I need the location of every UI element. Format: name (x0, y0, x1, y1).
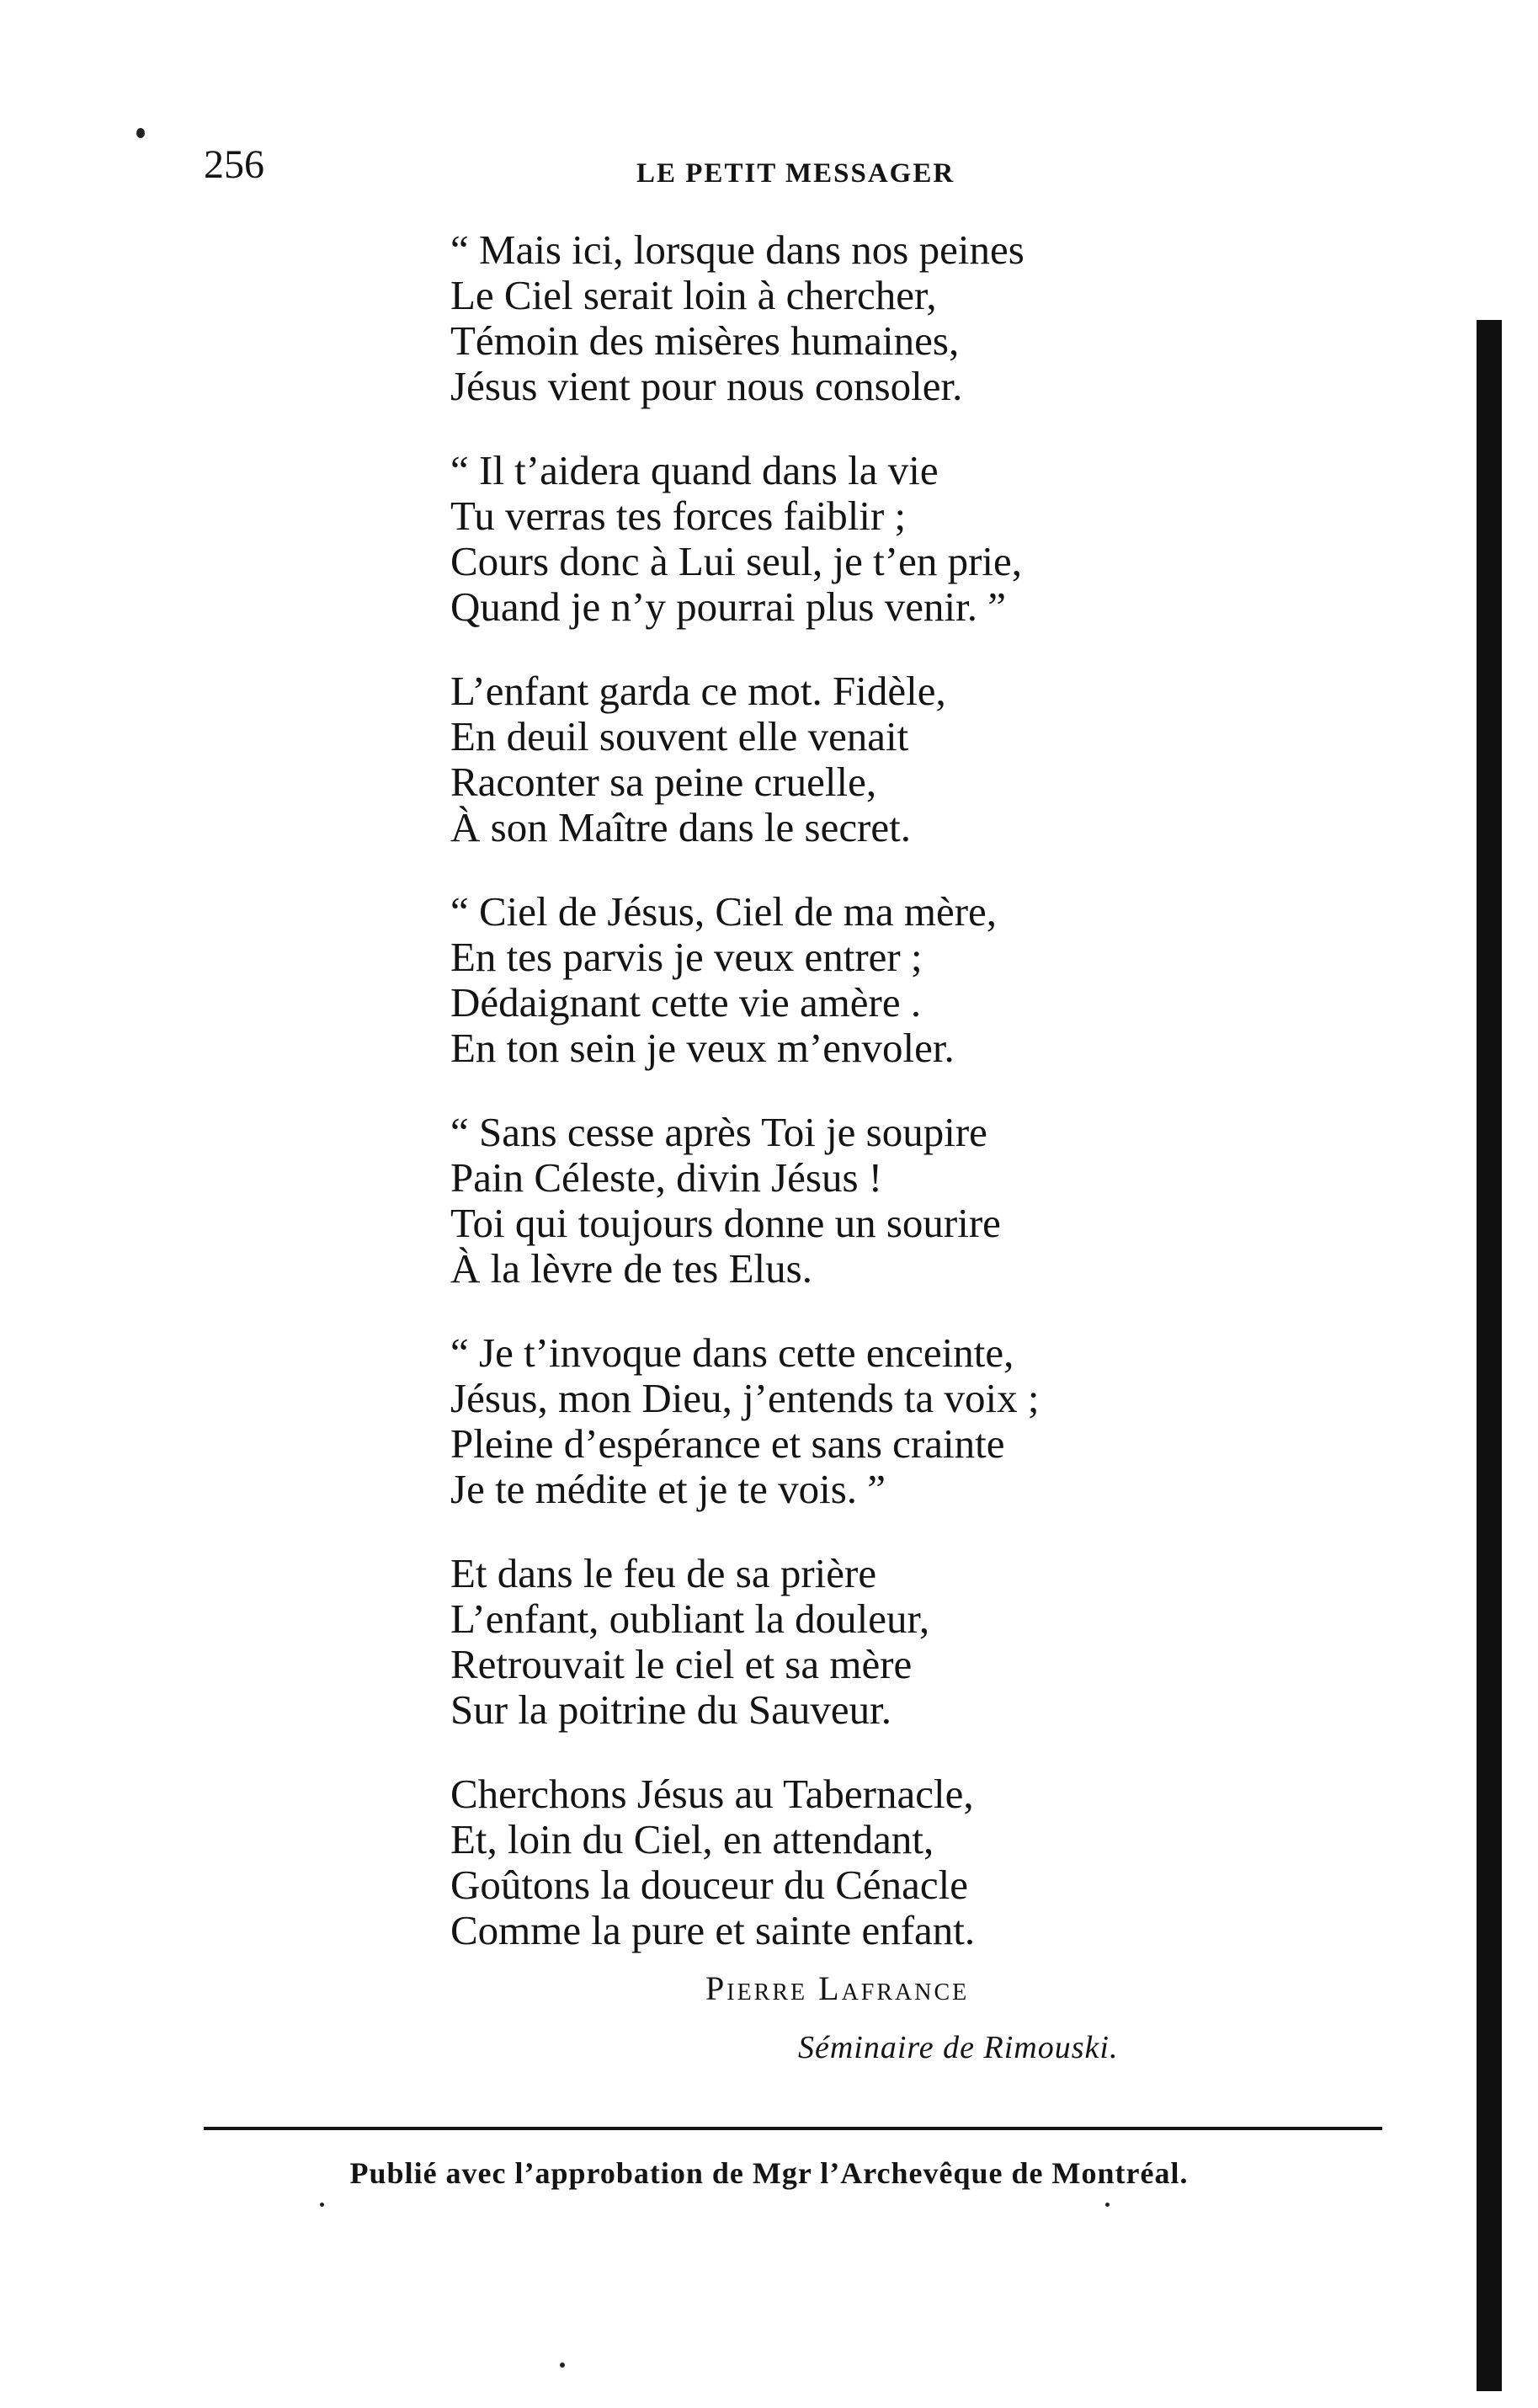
page-number: 256 (204, 142, 264, 187)
poem-line: Pain Céleste, divin Jésus ! (450, 1154, 883, 1201)
poem-line: Jésus vient pour nous consoler. (450, 363, 963, 409)
running-title: LE PETIT MESSAGER (636, 158, 955, 189)
poem-line: En ton sein je veux m’envoler. (450, 1025, 955, 1071)
poem-line: Toi qui toujours donne un sourire (450, 1200, 1001, 1246)
poem-line: Retrouvait le ciel et sa mère (450, 1641, 913, 1687)
poem-line: Sur la poitrine du Sauveur. (450, 1686, 891, 1733)
stanza (450, 1330, 1208, 1512)
stanza (450, 448, 1208, 630)
ink-speck (1105, 2203, 1110, 2207)
poem-line: À son Maître dans le secret. (450, 804, 911, 850)
ink-speck (560, 2363, 565, 2368)
stanza (450, 1551, 1208, 1733)
poem-line: Pleine d’espérance et sans crainte (450, 1420, 1005, 1467)
poem-line: Raconter sa peine cruelle, (450, 759, 877, 805)
poem-line: Tu verras tes forces faiblir ; (450, 493, 907, 539)
poem-line: Jésus, mon Dieu, j’entends ta voix ; (450, 1375, 1040, 1421)
poem (450, 227, 1208, 1992)
poem-line: “ Mais ici, lorsque dans nos peines (450, 226, 1024, 273)
author-signature: Pierre Lafrance (705, 1969, 970, 2007)
poem-line: Goûtons la douceur du Cénacle (450, 1862, 969, 1908)
poem-line: Cherchons Jésus au Tabernacle, (450, 1771, 974, 1817)
poem-line: Et dans le feu de sa prière (450, 1550, 877, 1596)
poem-line: Comme la pure et sainte enfant. (450, 1907, 976, 1953)
poem-line: Dédaignant cette vie amère . (450, 979, 922, 1026)
poem-line: Et, loin du Ciel, en attendant, (450, 1816, 934, 1862)
poem-line: “ Il t’aidera quand dans la vie (450, 447, 939, 493)
ink-speck (320, 2203, 324, 2207)
stanza (450, 889, 1208, 1071)
poem-line: Le Ciel serait loin à chercher, (450, 272, 937, 318)
author-affiliation: Séminaire de Rimouski. (798, 2030, 1119, 2065)
poem-line: Témoin des misères humaines, (450, 317, 960, 364)
poem-line: En deuil souvent elle venait (450, 713, 909, 759)
stanza (450, 669, 1208, 850)
scan-edge-shadow (1477, 320, 1502, 2391)
footer-divider (204, 2127, 1382, 2130)
stanza (450, 227, 1208, 409)
poem-line: À la lèvre de tes Elus. (450, 1245, 812, 1292)
poem-line: L’enfant garda ce mot. Fidèle, (450, 668, 946, 714)
poem-line: Cours donc à Lui seul, je t’en prie, (450, 538, 1023, 584)
stanza (450, 1771, 1208, 1953)
poem-line: Je te médite et je te vois. ” (450, 1466, 886, 1512)
poem-line: “ Ciel de Jésus, Ciel de ma mère, (450, 888, 998, 935)
stanza (450, 1110, 1208, 1292)
poem-line: “ Sans cesse après Toi je soupire (450, 1109, 987, 1155)
poem-line: Quand je n’y pourrai plus venir. ” (450, 583, 1006, 630)
poem-line: “ Je t’invoque dans cette enceinte, (450, 1329, 1014, 1376)
imprint-notice: Publié avec l’approbation de Mgr l’Archevêque de Montréal. (349, 2156, 1189, 2190)
poem-line: En tes parvis je veux entrer ; (450, 934, 923, 980)
poem-line: L’enfant, oubliant la douleur, (450, 1596, 930, 1642)
ink-speck (136, 128, 145, 138)
